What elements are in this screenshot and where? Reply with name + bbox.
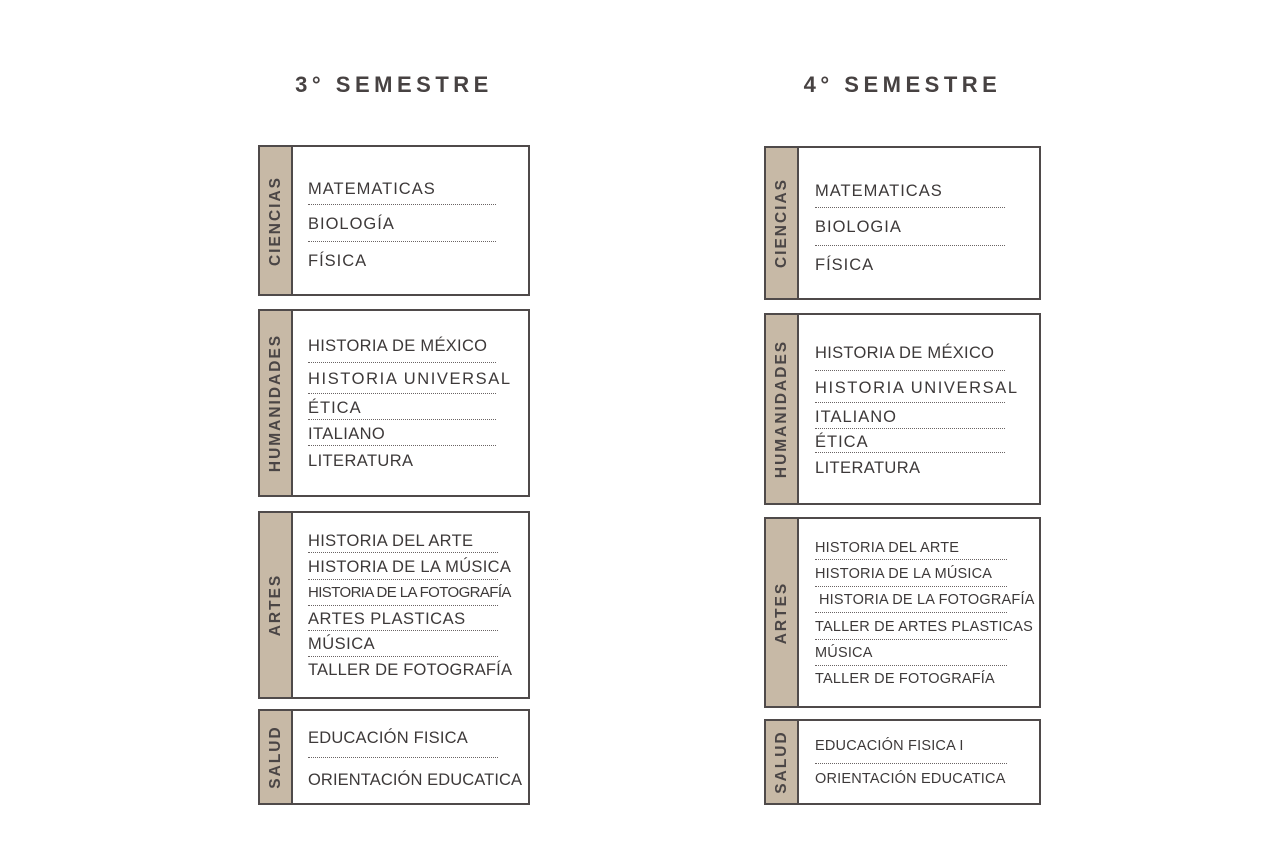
subject-historia-de-mexico: HISTORIA DE MÉXICO <box>308 337 488 355</box>
subject-italiano: ITALIANO <box>815 408 897 426</box>
category-label-salud: SALUD <box>772 730 790 794</box>
dotted-divider <box>815 665 1007 666</box>
subject-historia-de-mexico: HISTORIA DE MÉXICO <box>815 344 995 362</box>
category-sidebar <box>260 147 293 294</box>
category-sidebar <box>766 519 799 706</box>
subject-historia-universal: HISTORIA UNIVERSAL <box>815 379 1019 397</box>
category-label-salud: SALUD <box>266 725 284 789</box>
dotted-divider <box>815 586 1007 587</box>
subject-biologia: BIOLOGIA <box>815 218 902 236</box>
subject-fisica: FÍSICA <box>815 256 875 274</box>
subject-matematicas: MATEMATICAS <box>308 180 436 198</box>
dotted-divider <box>815 428 1005 429</box>
subject-biologia: BIOLOGÍA <box>308 215 395 233</box>
semester-4-artes-box <box>764 517 1041 708</box>
dotted-divider <box>815 452 1005 453</box>
subject-historia-de-la-fotografia: HISTORIA DE LA FOTOGRAFÍA <box>308 584 511 601</box>
category-sidebar <box>766 315 799 503</box>
dotted-divider <box>815 245 1005 246</box>
subject-etica: ÉTICA <box>815 433 869 451</box>
dotted-divider <box>308 419 496 420</box>
category-label-humanidades: HUMANIDADES <box>772 339 790 479</box>
subject-historia-de-la-musica: HISTORIA DE LA MÚSICA <box>308 558 512 576</box>
dotted-divider <box>308 241 496 242</box>
dotted-divider <box>308 204 496 205</box>
dotted-divider <box>308 757 498 758</box>
subject-historia-universal: HISTORIA UNIVERSAL <box>308 370 512 388</box>
dotted-divider <box>308 393 496 394</box>
subject-musica: MÚSICA <box>308 635 376 653</box>
dotted-divider <box>308 605 498 606</box>
subject-historia-del-arte: HISTORIA DEL ARTE <box>308 532 474 550</box>
dotted-divider <box>308 362 496 363</box>
subject-orientacion-educatica: ORIENTACIÓN EDUCATICA <box>815 771 1006 787</box>
subject-etica: ÉTICA <box>308 399 362 417</box>
category-sidebar <box>766 721 799 803</box>
dotted-divider <box>815 370 1005 371</box>
category-label-artes: ARTES <box>266 573 284 637</box>
semester-3-humanidades-box <box>258 309 530 497</box>
category-sidebar <box>260 513 293 697</box>
dotted-divider <box>815 207 1005 208</box>
category-sidebar <box>260 711 293 803</box>
subject-orientacion-educatica: ORIENTACIÓN EDUCATICA <box>308 771 523 789</box>
dotted-divider <box>815 402 1005 403</box>
subject-taller-de-fotografia: TALLER DE FOTOGRAFÍA <box>308 661 513 679</box>
semester-3-title: 3° SEMESTRE <box>295 72 493 97</box>
dotted-divider <box>308 656 498 657</box>
semester-4-title: 4° SEMESTRE <box>803 72 1002 97</box>
subject-fisica: FÍSICA <box>308 252 368 270</box>
subject-historia-del-arte: HISTORIA DEL ARTE <box>815 540 960 556</box>
dotted-divider <box>308 552 498 553</box>
category-label-humanidades: HUMANIDADES <box>266 333 284 473</box>
dotted-divider <box>815 763 1007 764</box>
category-sidebar <box>766 148 799 298</box>
semester-4-salud-box <box>764 719 1041 805</box>
subject-literatura: LITERATURA <box>815 459 921 477</box>
category-label-artes: ARTES <box>772 581 790 644</box>
category-label-ciencias: CIENCIAS <box>266 175 284 266</box>
category-label-ciencias: CIENCIAS <box>772 177 790 269</box>
subject-taller-de-artes-plasticas: TALLER DE ARTES PLASTICAS <box>815 619 1034 635</box>
dotted-divider <box>815 559 1007 560</box>
dotted-divider <box>308 630 498 631</box>
subject-matematicas: MATEMATICAS <box>815 182 943 200</box>
semester-3-salud-box <box>258 709 530 805</box>
dotted-divider <box>308 445 496 446</box>
subject-musica: MÚSICA <box>815 645 873 661</box>
semester-3-artes-box <box>258 511 530 699</box>
semester-4-ciencias-box <box>764 146 1041 300</box>
semester-3-ciencias-box <box>258 145 530 296</box>
dotted-divider <box>815 612 1007 613</box>
category-sidebar <box>260 311 293 495</box>
subject-literatura: LITERATURA <box>308 452 414 470</box>
dotted-divider <box>308 579 498 580</box>
subject-historia-de-la-fotografia: HISTORIA DE LA FOTOGRAFÍA <box>819 592 1035 608</box>
dotted-divider <box>815 639 1007 640</box>
subject-educacion-fisica: EDUCACIÓN FISICA <box>308 729 468 747</box>
subject-educacion-fisica: EDUCACIÓN FISICA I <box>815 738 964 754</box>
subject-taller-de-fotografia: TALLER DE FOTOGRAFÍA <box>815 671 995 687</box>
semester-4-humanidades-box <box>764 313 1041 505</box>
subject-italiano: ITALIANO <box>308 425 386 443</box>
subject-artes-plasticas: ARTES PLASTICAS <box>308 610 466 628</box>
subject-historia-de-la-musica: HISTORIA DE LA MÚSICA <box>815 566 993 582</box>
